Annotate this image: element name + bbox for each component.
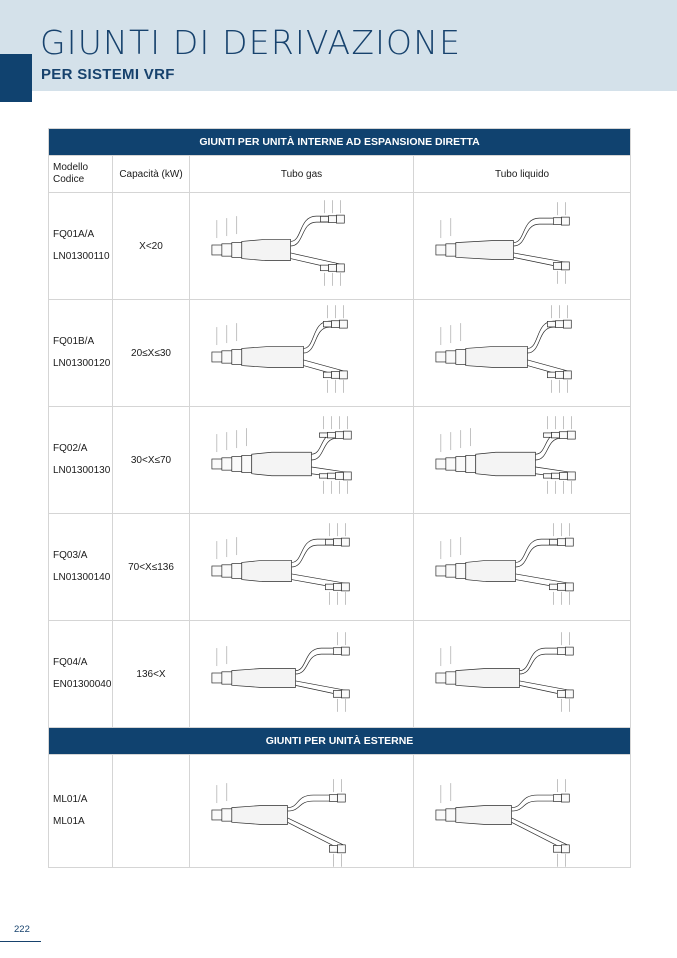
capacity-cell: 136<X bbox=[113, 621, 190, 728]
page-number-rule bbox=[0, 941, 41, 942]
y-branch-joint-drawing-icon bbox=[190, 514, 413, 620]
section-outdoor-heading: GIUNTI PER UNITÀ ESTERNE bbox=[49, 728, 631, 755]
header-model-line1: Modello bbox=[53, 162, 89, 173]
model-cell bbox=[49, 193, 113, 300]
model-cell bbox=[49, 407, 113, 514]
table-row bbox=[49, 755, 631, 868]
model-name: ML01/A bbox=[53, 794, 88, 805]
page-title: GIUNTI DI DERIVAZIONE bbox=[40, 23, 462, 62]
model-code: LN01300110 bbox=[53, 251, 110, 262]
gas-pipe-drawing bbox=[190, 514, 414, 621]
y-branch-joint-drawing-icon bbox=[190, 621, 413, 727]
model-code: EN01300040 bbox=[53, 679, 112, 690]
y-branch-joint-drawing-icon bbox=[190, 407, 413, 513]
liquid-pipe-drawing bbox=[414, 755, 631, 868]
header-model-line2: Codice bbox=[53, 174, 85, 185]
header-model bbox=[49, 156, 113, 193]
model-code: LN01300130 bbox=[53, 465, 111, 476]
table-row bbox=[49, 193, 631, 300]
liquid-pipe-drawing bbox=[414, 193, 631, 300]
page-number: 222 bbox=[14, 924, 30, 935]
model-name: FQ02/A bbox=[53, 443, 88, 454]
model-cell bbox=[49, 621, 113, 728]
model-cell bbox=[49, 514, 113, 621]
gas-pipe-drawing bbox=[190, 193, 414, 300]
gas-pipe-drawing bbox=[190, 755, 414, 868]
table-row bbox=[49, 514, 631, 621]
capacity-cell: 20≤X≤30 bbox=[113, 300, 190, 407]
model-name: FQ03/A bbox=[53, 550, 88, 561]
capacity-cell: X<20 bbox=[113, 193, 190, 300]
capacity-cell: 30<X≤70 bbox=[113, 407, 190, 514]
model-name: FQ01A/A bbox=[53, 229, 95, 240]
gas-pipe-drawing bbox=[190, 621, 414, 728]
header-gas-pipe: Tubo gas bbox=[190, 156, 414, 193]
model-code: ML01A bbox=[53, 816, 85, 827]
header-liquid-pipe: Tubo liquido bbox=[414, 156, 631, 193]
table-row bbox=[49, 300, 631, 407]
gas-pipe-drawing bbox=[190, 407, 414, 514]
model-cell bbox=[49, 755, 113, 868]
header-capacity: Capacità (kW) bbox=[113, 156, 190, 193]
y-branch-joint-drawing-icon bbox=[190, 755, 413, 867]
model-code: LN01300140 bbox=[53, 572, 111, 583]
gas-pipe-drawing bbox=[190, 300, 414, 407]
y-branch-joint-drawing-icon bbox=[190, 193, 413, 299]
liquid-pipe-drawing bbox=[414, 300, 631, 407]
capacity-cell: 70<X≤136 bbox=[113, 514, 190, 621]
branch-joint-table bbox=[48, 128, 631, 868]
y-branch-joint-drawing-icon bbox=[414, 193, 630, 299]
model-name: FQ01B/A bbox=[53, 336, 95, 347]
table-row bbox=[49, 621, 631, 728]
header-accent-block bbox=[0, 54, 32, 102]
y-branch-joint-drawing-icon bbox=[414, 621, 630, 727]
section-indoor-heading: GIUNTI PER UNITÀ INTERNE AD ESPANSIONE DIRETTA bbox=[49, 129, 631, 156]
y-branch-joint-drawing-icon bbox=[414, 407, 630, 513]
y-branch-joint-drawing-icon bbox=[414, 755, 630, 867]
model-name: FQ04/A bbox=[53, 657, 88, 668]
page-subtitle: PER SISTEMI VRF bbox=[41, 66, 175, 83]
capacity-cell bbox=[113, 755, 190, 868]
table-row bbox=[49, 407, 631, 514]
liquid-pipe-drawing bbox=[414, 514, 631, 621]
y-branch-joint-drawing-icon bbox=[414, 300, 630, 406]
y-branch-joint-drawing-icon bbox=[414, 514, 630, 620]
y-branch-joint-drawing-icon bbox=[190, 300, 413, 406]
liquid-pipe-drawing bbox=[414, 407, 631, 514]
liquid-pipe-drawing bbox=[414, 621, 631, 728]
model-cell bbox=[49, 300, 113, 407]
model-code: LN01300120 bbox=[53, 358, 111, 369]
